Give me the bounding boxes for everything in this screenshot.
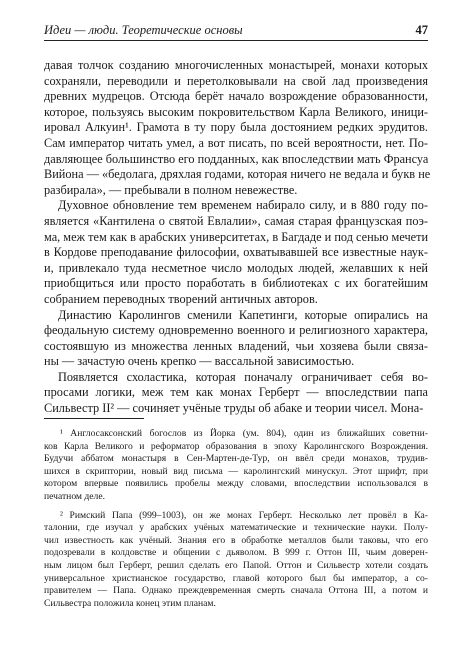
footnote-line: универсальное христианское государство, главой которого был бы император, а со-: [44, 572, 428, 584]
footnote: [44, 428, 428, 504]
text-line: ма, меж тем как в арабских университетах, в Багдаде и под сенью мечети: [44, 229, 429, 244]
text-line: просами логики, меж тем как монах Герберт — впоследствии папа: [44, 385, 428, 400]
text-line: разбирала», — пребывали в полном невежестве.: [44, 182, 298, 197]
text-line: сохраняли, переводили и перетолковывали на свой лад произведения: [44, 73, 428, 88]
main-text: [44, 58, 431, 417]
footnote-line: правителем — Папа. Однако преждевременная смерть сначала Оттона III, а потом и: [44, 585, 428, 597]
text-line: Династию Каролингов сменили Капетинги, которые опирались на: [58, 307, 428, 322]
text-line: феодальную систему одновременно военного и религиозного характера,: [44, 323, 428, 338]
text-line: давляющее большинство его подданных, как впоследствии мать Франсуа: [44, 151, 429, 166]
text-line: ировал Алкуин¹. Грамота в ту пору была достоянием редких эрудитов.: [44, 120, 428, 135]
paragraph: [44, 198, 428, 307]
running-title: Идеи — люди. Теоретические основы: [44, 23, 243, 37]
footnote-line: чил известность как учёный. Знания его в обработке металлов были таковы, что его: [44, 534, 428, 546]
footnotes: [44, 428, 428, 610]
text-line: Появляется схоластика, которая поначалу ограничивает себя во-: [58, 369, 428, 384]
footnote: [44, 510, 428, 611]
text-line: Вийона — «бедолага, дряхлая годами, которая ничего не ведала и букв не: [44, 167, 431, 182]
paragraph: [44, 58, 431, 198]
running-header: [44, 22, 428, 41]
footnote-line: ным лицом был Герберт, решил сделать его Папой. Оттон и Сильвестр хотели создать: [44, 559, 428, 571]
footnote-line: ¹ Англосаксонский богослов из Йорка (ум. 804), один из ближайших советни-: [60, 428, 428, 439]
footnote-line: ² Римский Папа (999–1003), он же монах Герберт. Несколько лет провёл в Ка-: [60, 509, 428, 521]
text-line: в Кордове преподавание философии, охватывавшей все известные наук-: [44, 245, 428, 260]
text-line: собранием переводных творений античных авторов.: [44, 291, 318, 306]
text-line: ны — зачастую очень крепко — вассальной зависимостью.: [44, 354, 355, 369]
footnote-line: котором впервые появились пробелы между словами, впоследствии использовался в: [44, 478, 428, 490]
footnote-line: талонии, где изучал у арабских учёных математические и технические науки. Полу-: [44, 522, 428, 534]
text-line: Сильвестр II² — сочиняет учёные труды об абаке и теории чисел. Мона-: [44, 401, 424, 416]
text-line: древних мудрецов. Отсюда берёт начало возрождение образованности,: [44, 89, 428, 104]
footnote-line: печатном деле.: [44, 490, 105, 502]
footnote-separator: [44, 418, 144, 419]
footnote-line: ков Карла Великого и реформатор образования в эпоху Каролингского Возрождения.: [44, 440, 428, 452]
text-line: Сам император читать умел, а вот писать, по всей вероятности, нет. По-: [44, 135, 428, 150]
footnote-line: Сильвестра положила конец этим планам.: [44, 597, 216, 609]
page-number: 47: [415, 23, 428, 37]
footnote-line: шихся в скриптории, новый вид письма — каролингский минускул. Этот шрифт, при: [44, 465, 428, 477]
text-line: давая толчок созданию многочисленных монастырей, монахи которых: [44, 58, 428, 72]
text-line: приобщиться или просто поработать в библиотеках с их богатейшим: [44, 276, 428, 291]
footnote-line: Будучи аббатом монастыря в Сен-Мартен-де-Тур, он ввёл среди монахов, трудив-: [44, 453, 428, 465]
text-line: и, привлекало туда несметное число молодых людей, желавших к ней: [44, 260, 428, 275]
text-line: является «Кантилена о святой Евлалии», самая старая французская поэ-: [44, 213, 428, 228]
text-line: состоявшую из множества ленных владений, чьи хозяева были связа-: [44, 338, 428, 353]
paragraph: [44, 308, 428, 370]
footnote-line: подозревали в колдовстве и общении с дьяволом. В 999 г. Оттон III, чьим доверен-: [44, 547, 428, 559]
paragraph: [44, 370, 428, 417]
text-line: которое, пользуясь высоким покровительством Карла Великого, иници-: [44, 104, 428, 119]
text-line: Духовное обновление тем временем набирало силу, и в 880 году по-: [58, 198, 428, 213]
